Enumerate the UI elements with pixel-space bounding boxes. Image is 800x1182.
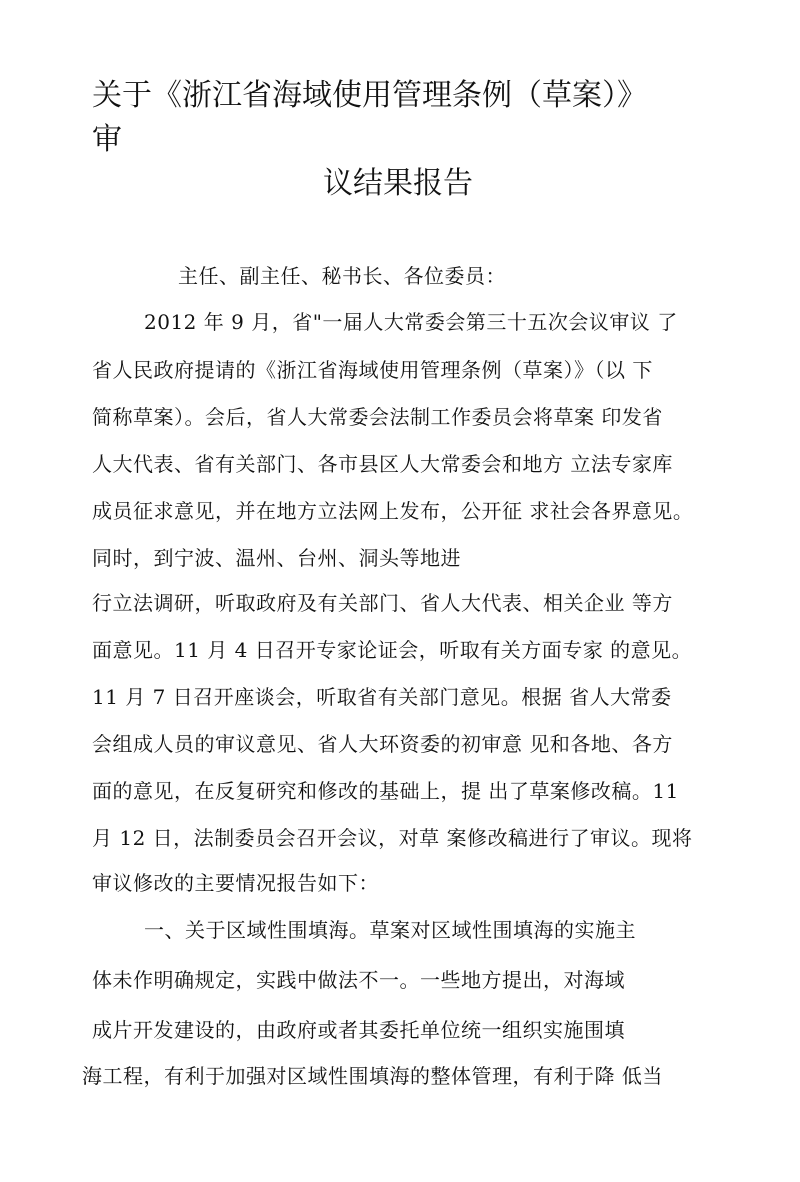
document-title-line-2: 审	[92, 122, 122, 157]
body-line: 会组成人员的审议意见、省人大环资委的初审意 见和各地、各方	[92, 732, 673, 756]
section-heading-line: 一、关于区域性围填海。草案对区域性围填海的实施主	[144, 918, 636, 942]
document-title-line-3: 议结果报告	[323, 166, 473, 201]
body-line: 海工程，有利于加强对区域性围填海的整体管理，有利于降 低当	[82, 1064, 663, 1088]
body-line: 2012 年 9 月，省"一届人大常委会第三十五次会议审议 了	[144, 310, 678, 334]
body-line: 同时，到宁波、温州、台州、洞头等地进	[92, 546, 461, 570]
salutation-line: 主任、副主任、秘书长、各位委员：	[178, 264, 506, 288]
body-line: 体未作明确规定，实践中做法不一。一些地方提出，对海域	[92, 968, 625, 992]
body-line: 月 12 日，法制委员会召开会议，对草 案修改稿进行了审议。现将	[92, 826, 693, 850]
body-line: 审议修改的主要情况报告如下：	[92, 871, 379, 895]
body-line: 成片开发建设的，由政府或者其委托单位统一组织实施围填	[92, 1018, 625, 1042]
body-line: 面的意见，在反复研究和修改的基础上，提 出了草案修改稿。11	[92, 779, 679, 803]
body-line: 面意见。11 月 4 日召开专家论证会，听取有关方面专家 的意见。	[92, 638, 693, 662]
body-line: 成员征求意见，并在地方立法网上发布，公开征 求社会各界意见。	[92, 499, 694, 523]
body-line: 人大代表、省有关部门、各市县区人大常委会和地方 立法专家库	[92, 452, 673, 476]
body-line: 行立法调研，听取政府及有关部门、省人大代表、相关企业 等方	[92, 591, 673, 615]
body-line: 简称草案）。会后，省人大常委会法制工作委员会将草案 印发省	[92, 405, 663, 429]
body-line: 11 月 7 日召开座谈会，听取省有关部门意见。根据 省人大常委	[92, 685, 672, 709]
body-line: 省人民政府提请的《浙江省海域使用管理条例（草案）》（以 下	[92, 358, 653, 382]
document-title-line-1: 关于《浙江省海域使用管理条例（草案）》	[92, 78, 647, 113]
